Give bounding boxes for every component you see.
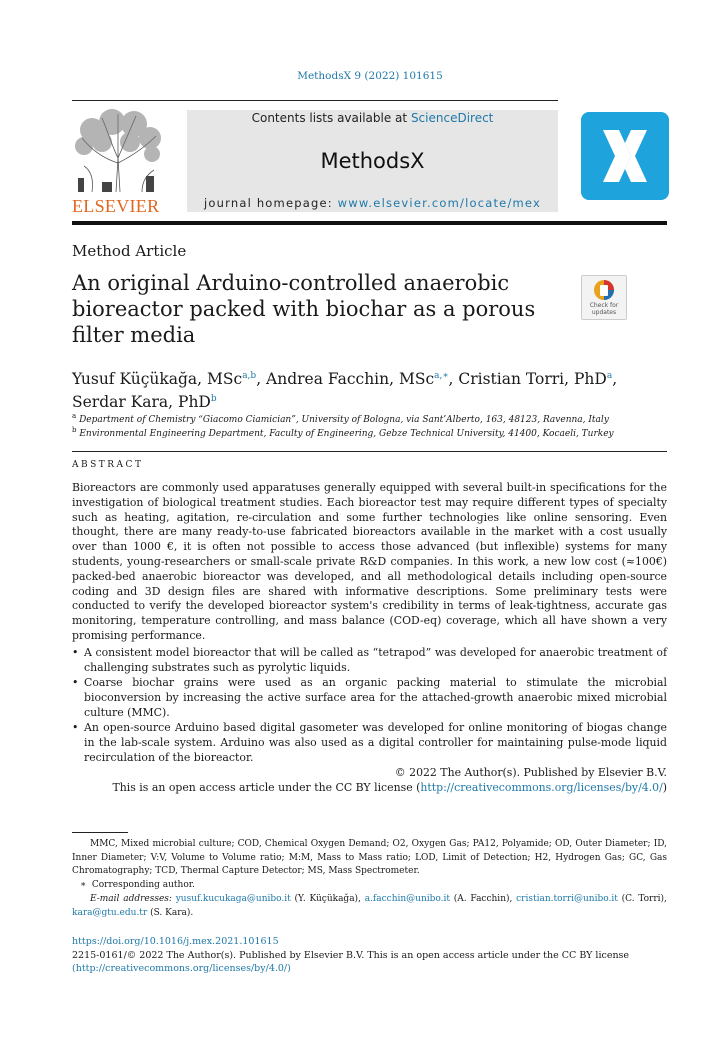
footnote-rule (72, 832, 128, 833)
license-prefix: This is an open access article under the CC BY license ( (112, 781, 421, 794)
abbreviations-footnote: MMC, Mixed microbial culture; COD, Chemical Oxygen Demand; O2, Oxygen Gas; PA12, Polyamide; OD, Outer Diameter; ID, Inner Diameter; V:V, Volume to Volume ratio; M:M, Mass to Mass ratio; LOD, Limit of Detection; H2, Hydrogen Gas; GC, Gas Chromatography; TCD, Thermal Capture Detector; MS, Mass Spectrometer. (72, 839, 667, 876)
journal-homepage (187, 196, 558, 210)
license-link[interactable]: http://creativecommons.org/licenses/by/4.0/ (420, 781, 663, 794)
email-link[interactable]: a.facchin@unibo.it (364, 894, 451, 904)
methodsx-logo (581, 112, 669, 200)
author (266, 370, 458, 388)
corresponding-footnote (72, 879, 675, 893)
author-list (72, 366, 667, 412)
author-name: Andrea Facchin, MSc (266, 370, 435, 389)
affiliation-text: Environmental Engineering Department, Faculty of Engineering, Gebze Technical University, 41400, Kocaeli, Turkey (79, 429, 614, 439)
article-title: An original Arduino-controlled anaerobic bioreactor packed with biochar as a porous filter media (72, 271, 536, 347)
sciencedirect-link[interactable]: ScienceDirect (410, 111, 494, 125)
author-name: Yusuf Küçükağa, MSc (72, 370, 243, 389)
header-thick-rule (72, 221, 667, 225)
highlight-item: • An open-source Arduino based digital gasometer was developed for online monitoring of biogas change in the lab-scale system. Arduino was also used as a digital controller for maintaining pulse-mode liquid recirculation of the bioreactor. (72, 720, 667, 765)
email-owner: (C. Torri), (621, 894, 667, 904)
email-label: E-mail addresses: (90, 894, 172, 904)
abstract-text: Bioreactors are commonly used apparatuses generally equipped with several built-in specifications for the investigation of biological treatment studies. Each bioreactor test may require different types of specialty such as heating, agitation, re-circulation and some further technologies like online sensoring. Even thought, there are many ready-to-use fabricated bioreactors available in the market with a cost usually over than 1000 €, it is often not possible to access those advanced (but inflexible) systems for many students, young-researchers or small-scale private R&D companies. In this work, a new low cost (≈100€) packed-bed anaerobic bioreactor was developed, and all methodological details including open-source coding and 3D design files are shared with informative descriptions. Some preliminary tests were conducted to verify the developed bioreactor system's credibility in terms of leak-tightness, accurate gas monitoring, temperature controlling, and mass balance (COD-eq) coverage, which all have shown a very promising performance. (72, 481, 667, 642)
author-affil-mark[interactable]: a (606, 371, 613, 381)
author-name: Cristian Torri, PhD (458, 370, 607, 389)
author (458, 370, 617, 388)
issn-line: 2215-0161/© 2022 The Author(s). Published by Elsevier B.V. This is an open access article under the CC BY license (72, 949, 630, 961)
license-line (72, 780, 667, 795)
highlight-item: • Coarse biochar grains were used as an organic packing material to stimulate the microbial bioconversion by increasing the active surface area for the attached-growth anaerobic mixed microbial culture (MMC). (72, 675, 667, 720)
doi-block (72, 935, 667, 976)
abstract-heading: ABSTRACT (72, 460, 144, 470)
email-link[interactable]: kara@gtu.edu.tr (72, 907, 148, 918)
author (72, 370, 266, 388)
doi-link[interactable]: https://doi.org/10.1016/j.mex.2021.101615 (72, 936, 279, 947)
doi-license-link[interactable]: (http://creativecommons.org/licenses/by/4.0/) (72, 963, 291, 974)
highlights-list (72, 645, 667, 765)
methodsx-x-icon (581, 112, 669, 200)
email-link[interactable]: cristian.torri@unibo.it (516, 894, 618, 904)
author-sep: , (612, 370, 618, 389)
affiliation (72, 412, 667, 425)
copyright-line: © 2022 The Author(s). Published by Elsevier B.V. (394, 766, 667, 779)
affiliation (72, 426, 667, 439)
corresponding-mark: ∗ (80, 880, 87, 890)
author-sep: , (256, 370, 267, 389)
copyright-block (72, 765, 667, 795)
check-for-updates-badge[interactable] (581, 275, 627, 320)
check-updates-icon (582, 276, 626, 304)
homepage-prefix: journal homepage: (203, 196, 338, 210)
contents-line (187, 111, 558, 125)
email-owner: (S. Kara). (150, 907, 194, 918)
elsevier-logo (72, 108, 164, 214)
email-owner: (Y. Küçükağa), (294, 894, 361, 904)
corresponding-text: Corresponding author. (91, 880, 195, 890)
license-suffix: ) (662, 781, 667, 794)
journal-title: MethodsX (320, 149, 425, 173)
homepage-link[interactable]: www.elsevier.com/locate/mex (337, 196, 542, 210)
elsevier-tree-icon (72, 108, 164, 194)
elsevier-wordmark: ELSEVIER (72, 196, 160, 216)
affiliation-mark: a (72, 412, 77, 420)
contents-prefix: Contents lists available at (251, 111, 411, 125)
affiliation-mark: b (72, 426, 77, 434)
author-name: Serdar Kara, PhD (72, 393, 211, 412)
author-affil-mark[interactable]: b (210, 394, 217, 405)
badge-label: Check for updates (589, 302, 619, 316)
highlight-item: • A consistent model bioreactor that will be called as “tetrapod” was developed for anaerobic treatment of challenging substrates such as pyrolytic liquids. (72, 645, 667, 675)
email-footnote (72, 893, 667, 920)
author (72, 393, 217, 411)
article-type: Method Article (72, 242, 187, 260)
abstract-rule (72, 451, 667, 452)
author-affil-mark[interactable]: a,∗ (434, 371, 449, 381)
email-owner: (A. Facchin), (453, 894, 513, 904)
author-affil-mark[interactable]: a,b (242, 371, 257, 381)
header-rule (72, 100, 558, 101)
author-sep: , (448, 370, 459, 389)
affiliation-text: Department of Chemistry “Giacomo Ciamician”, University of Bologna, via Sant’Alberto, 163, 48123, Ravenna, Italy (79, 415, 609, 425)
journal-reference[interactable]: MethodsX 9 (2022) 101615 (297, 70, 443, 82)
email-link[interactable]: yusuf.kucukaga@unibo.it (175, 894, 291, 904)
